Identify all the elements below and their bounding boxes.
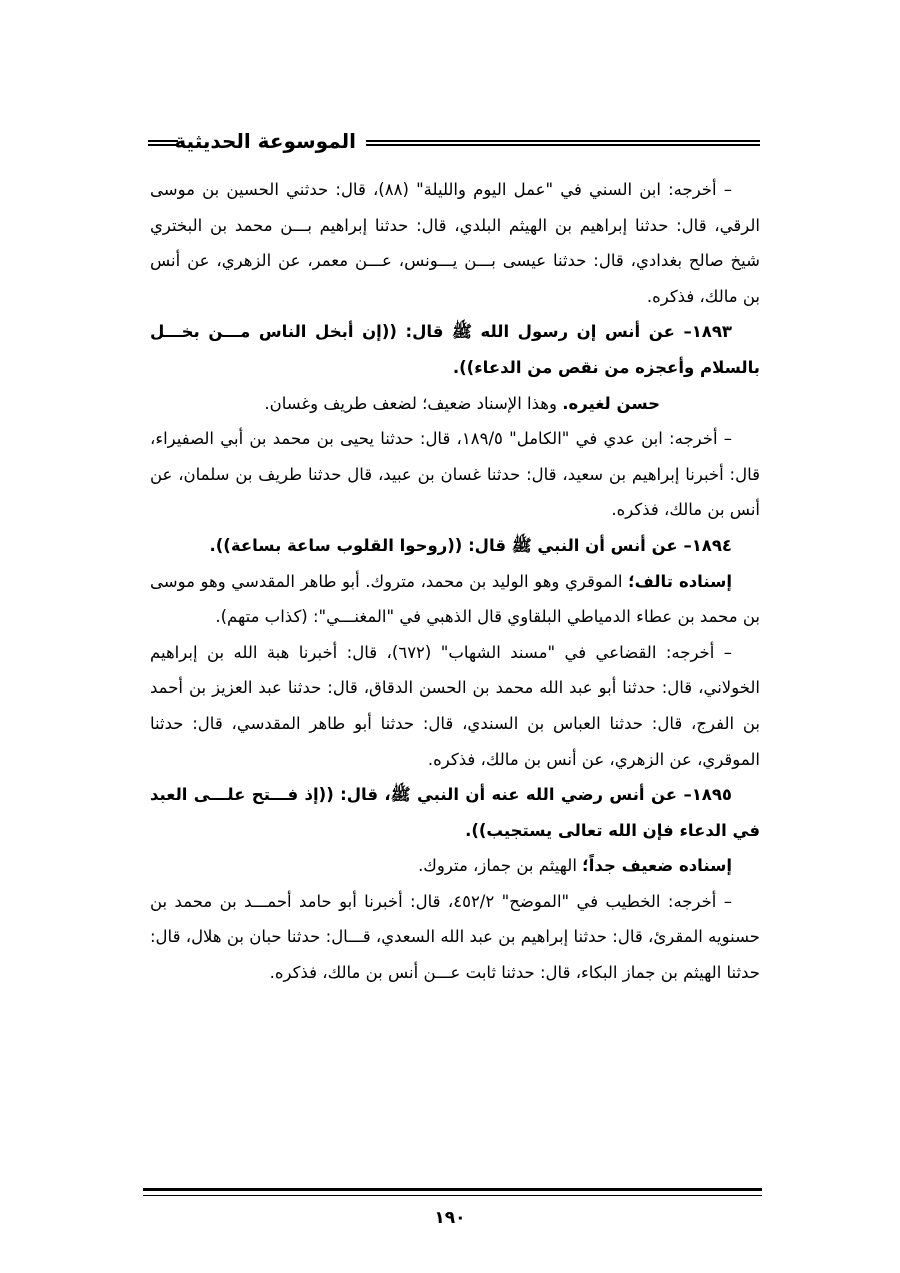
footer-rule — [143, 1188, 762, 1196]
grading-explanation: الهيثم بن جماز، متروك. — [418, 856, 583, 876]
header-rule-left — [148, 140, 178, 146]
hadith-text: ١٨٩٣– عن أنس إن رسول الله ﷺ قال: ((إن أبخل الناس مـــن بخـــل بالسلام وأعجزه من نقص من الدعاء)). — [150, 322, 760, 377]
source-paragraph: – أخرجه: ابن عدي في "الكامل" ١٨٩/٥، قال: حدثنا يحيى بن محمد بن أبي الصفيراء، قال: أخبرنا إبراهيم بن سعيد، قال: حدثنا غسان بن عبيد، قال حدثنا طريف بن سلمان، عن أنس بن مالك، فذكره. — [150, 429, 760, 520]
hadith-text: ١٨٩٥– عن أنس رضي الله عنه أن النبي ﷺ، قال: ((إذ فـــتح علـــى العبد في الدعاء فإن الله تعالى يستجيب)). — [150, 785, 760, 840]
grading-explanation: الموقري وهو الوليد بن محمد، متروك. أبو طاهر المقدسي وهو موسى بن محمد بن عطاء الدمياطي البلقاوي قال الذهبي في "المغنـــي": (كذاب متهم). — [150, 571, 760, 627]
source-paragraph: – أخرجه: الخطيب في "الموضح" ٤٥٢/٢، قال: أخبرنا أبو حامد أحمـــد بن محمد بن حسنويه المقرئ، قال: حدثنا إبراهيم بن عبد الله السعدي، قـــال: حدثنا حبان بن هلال، قال: حدثنا الهيثم بن جماز البكاء، قال: حدثنا ثابت عـــن أنس بن مالك، فذكره. — [150, 891, 760, 983]
header-rule-right — [366, 140, 760, 146]
grading-paragraph — [150, 848, 760, 884]
grading-verdict: حسن لغيره. — [562, 393, 660, 413]
running-header — [148, 125, 760, 157]
book-title: الموسوعة الحديثية — [174, 129, 356, 153]
hadith-text: ١٨٩٤– عن أنس أن النبي ﷺ قال: ((روحوا القلوب ساعة بساعة)). — [209, 535, 732, 555]
grading-paragraph — [150, 564, 760, 635]
grading-explanation: وهذا الإسناد ضعيف؛ لضعف طريف وغسان. — [264, 393, 563, 413]
grading-paragraph — [150, 386, 760, 422]
page-number: ١٩٠ — [434, 1208, 466, 1228]
grading-verdict: إسناده ضعيف جداً؛ — [582, 856, 732, 876]
source-paragraph: – أخرجه: ابن السني في "عمل اليوم والليلة" (٨٨)، قال: حدثني الحسين بن موسى الرقي، قال: حدثنا إبراهيم بن الهيثم البلدي، قال: حدثنا إبراهيم بـــن محمد بن البختري شيخ صالح بغدادي، قال: حدثنا عيسى بـــن يـــونس، عـــن معمر، عن الزهري، عن أنس بن مالك، فذكره. — [150, 180, 760, 306]
grading-verdict: إسناده تالف؛ — [628, 571, 732, 591]
source-paragraph: – أخرجه: القضاعي في "مسند الشهاب" (٦٧٢)، قال: أخبرنا هبة الله بن إبراهيم الخولاني، قال: حدثنا أبو عبد الله محمد بن الحسن الدقاق، قال: حدثنا عبد العزيز بن أحمد بن الفرج، قال: حدثنا العباس بن السندي، قال: حدثنا أبو طاهر المقدسي، قال: حدثنا الموقري، عن الزهري، عن أنس بن مالك، فذكره. — [150, 642, 760, 769]
page-body — [150, 172, 760, 991]
